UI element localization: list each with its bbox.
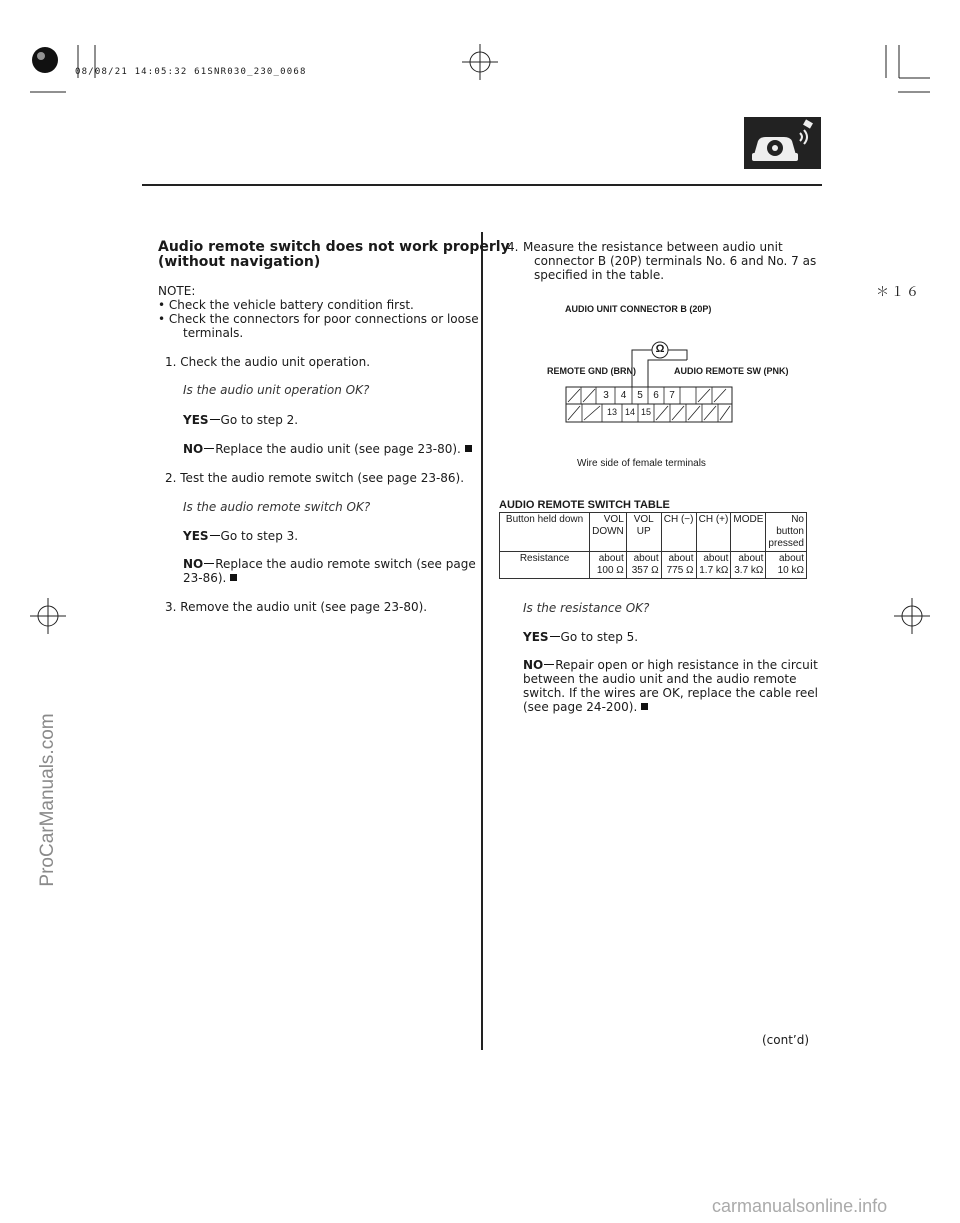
note-label: NOTE: [158, 284, 196, 298]
step-2-no-cont: 23-86). [183, 570, 237, 586]
step-2-yes: YES Go to step 3. [183, 529, 299, 543]
connector-title: AUDIO UNIT CONNECTOR B (20P) [565, 304, 712, 314]
resistance-table [499, 512, 807, 579]
row-header-button: Button held down [500, 513, 590, 552]
remote-gnd-label: REMOTE GND (BRN) [547, 366, 636, 376]
value-no-button: about 10 kΩ [766, 552, 807, 579]
step-4-no-cont-1: between the audio unit and the audio remote [523, 672, 797, 686]
step-4-no-cont-2: switch. If the wires are OK, replace the cable reel [523, 686, 818, 700]
pin-14: 14 [624, 407, 635, 417]
value-ch-minus: about 775 Ω [661, 552, 696, 579]
step-4-question: Is the resistance OK? [523, 601, 650, 615]
row-header-resistance: Resistance [500, 552, 590, 579]
ohm-symbol: Ω [655, 343, 665, 355]
note-bullet-1: • Check the vehicle battery condition first. [158, 298, 414, 312]
print-stamp: 08/08/21 14:05:32 61SNR030_230_0068 [75, 67, 307, 77]
value-mode: about 3.7 kΩ [731, 552, 766, 579]
note-bullet-2-cont: terminals. [183, 326, 244, 340]
page-marker: ＊１６ [876, 284, 922, 299]
step-4-number: 4. [507, 240, 519, 254]
step-1-yes: YES Go to step 2. [183, 413, 299, 427]
connector-caption: Wire side of female terminals [577, 458, 706, 469]
pin-4: 4 [620, 390, 627, 401]
col-mode: MODE [731, 513, 766, 552]
col-no-button: No button pressed [766, 513, 807, 552]
step-4-line3: specified in the table. [534, 268, 665, 282]
table-row [500, 513, 807, 552]
continued-label: (cont’d) [762, 1033, 810, 1047]
col-ch-minus: CH (−) [661, 513, 696, 552]
value-vol-down: about 100 Ω [590, 552, 627, 579]
step-4-line2: connector B (20P) terminals No. 6 and No. 7 as [534, 254, 817, 268]
side-watermark: ProCarManuals.com [37, 713, 58, 887]
value-vol-up: about 357 Ω [626, 552, 661, 579]
audio-remote-sw-label: AUDIO REMOTE SW (PNK) [674, 366, 789, 376]
end-square-icon [641, 703, 648, 710]
table-row [500, 552, 807, 579]
pin-5: 5 [637, 390, 643, 401]
step-4-yes: YES Go to step 5. [523, 630, 639, 644]
note-bullet-2: • Check the connectors for poor connections or loose [158, 312, 479, 326]
col-vol-up: VOL UP [626, 513, 661, 552]
header-rule [142, 184, 822, 186]
pin-7: 7 [669, 390, 675, 401]
step-2-text: 2. Test the audio remote switch (see page 23-86). [165, 471, 465, 485]
end-square-icon [465, 445, 472, 452]
step-2-no: NO Replace the audio remote switch (see page [183, 557, 476, 571]
section-title-line1: Audio remote switch does not work properly [158, 239, 510, 255]
col-vol-down: VOL DOWN [590, 513, 627, 552]
step-1-question: Is the audio unit operation OK? [183, 383, 370, 397]
col-ch-plus: CH (+) [696, 513, 731, 552]
step-1-text: 1. Check the audio unit operation. [165, 355, 371, 369]
end-square-icon [230, 574, 237, 581]
pin-15: 15 [640, 407, 651, 417]
step-4-line1: Measure the resistance between audio unit [523, 240, 783, 254]
step-4-no-cont-3: (see page 24-200). [523, 699, 648, 715]
step-3-text: 3. Remove the audio unit (see page 23-80). [165, 600, 428, 614]
pin-13: 13 [606, 407, 617, 417]
pin-3: 3 [603, 390, 609, 401]
pin-6: 6 [653, 390, 659, 401]
step-2-question: Is the audio remote switch OK? [183, 500, 371, 514]
section-title-line2: (without navigation) [158, 254, 321, 270]
value-ch-plus: about 1.7 kΩ [696, 552, 731, 579]
table-title: AUDIO REMOTE SWITCH TABLE [499, 499, 670, 511]
step-1-no: NO Replace the audio unit (see page 23-80). [183, 441, 472, 457]
bottom-watermark: carmanualsonline.info [712, 1196, 888, 1216]
audio-section-icon [744, 117, 821, 169]
column-divider [481, 232, 483, 1050]
step-4-no: NO Repair open or high resistance in the circuit [523, 658, 818, 672]
